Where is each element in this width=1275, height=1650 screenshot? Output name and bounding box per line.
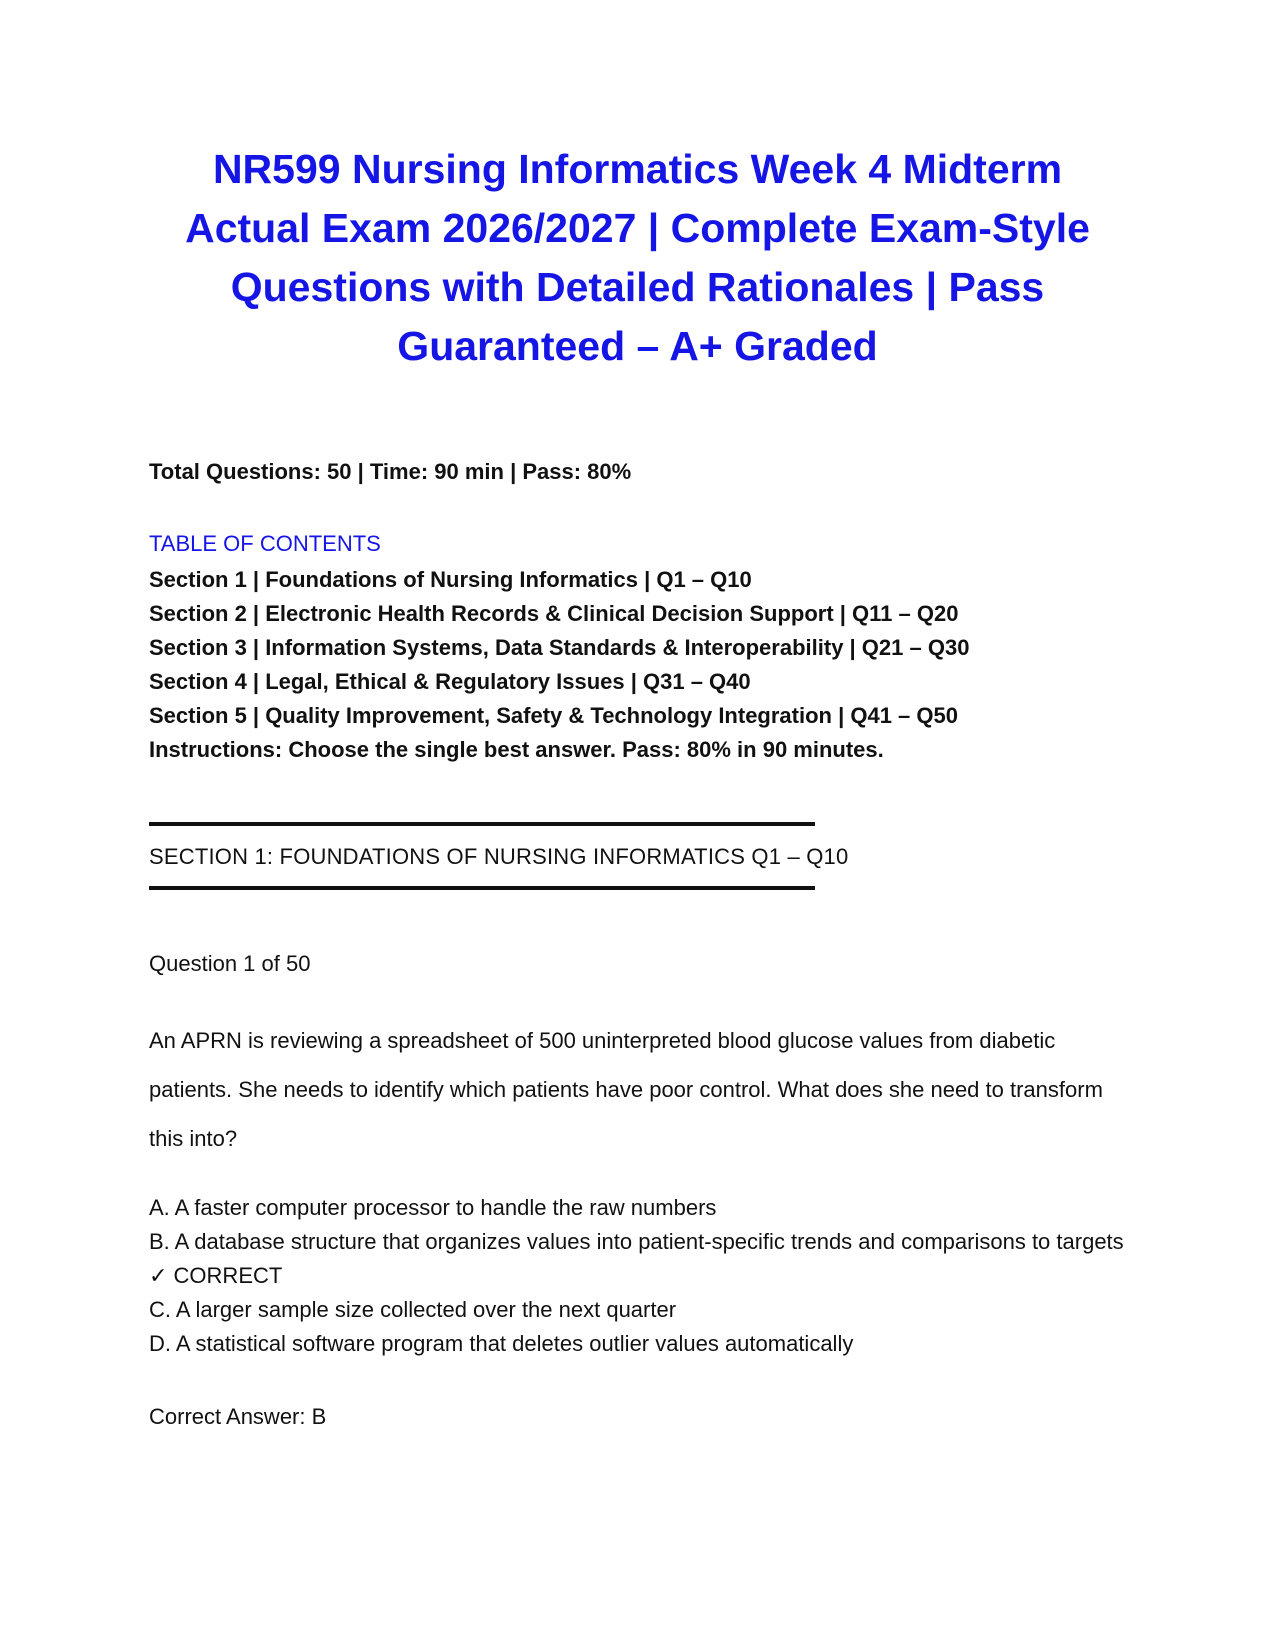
toc-item-section-4: Section 4 | Legal, Ethical & Regulatory Issues | Q31 – Q40: [149, 669, 751, 694]
toc-instructions: Instructions: Choose the single best answer. Pass: 80% in 90 minutes.: [149, 737, 884, 762]
correct-answer: Correct Answer: B: [149, 1404, 327, 1429]
title-line: Guaranteed – A+ Graded: [397, 323, 878, 369]
section-header: SECTION 1: FOUNDATIONS OF NURSING INFORMATICS Q1 – Q10: [149, 844, 849, 869]
answer-option-c: C. A larger sample size collected over the next quarter: [149, 1297, 677, 1322]
toc-heading: TABLE OF CONTENTS: [149, 531, 381, 556]
title-line: Actual Exam 2026/2027 | Complete Exam-Style: [185, 205, 1090, 251]
answer-option-a: A. A faster computer processor to handle the raw numbers: [149, 1195, 717, 1220]
title-line: NR599 Nursing Informatics Week 4 Midterm: [212, 146, 1063, 192]
document-title: [120, 140, 1155, 376]
exam-summary: Total Questions: 50 | Time: 90 min | Pass: 80%: [149, 459, 632, 484]
answer-option-d: D. A statistical software program that deletes outlier values automatically: [149, 1331, 854, 1356]
section-divider-bottom: [149, 886, 815, 890]
answer-options: [149, 1191, 1134, 1361]
question-stem: An APRN is reviewing a spreadsheet of 500 uninterpreted blood glucose values from diabetic patients. She needs to identify which patients have poor control. What does she need to transform this into?: [149, 1028, 1103, 1151]
toc-item-section-2: Section 2 | Electronic Health Records & Clinical Decision Support | Q11 – Q20: [149, 601, 959, 626]
toc-list: [149, 563, 969, 767]
toc-item-section-3: Section 3 | Information Systems, Data Standards & Interoperability | Q21 – Q30: [149, 635, 970, 660]
answer-option-b: B. A database structure that organizes values into patient-specific trends and comparisons to targets ✓ CORRECT: [149, 1229, 1124, 1288]
question-number: Question 1 of 50: [149, 951, 311, 976]
toc-item-section-5: Section 5 | Quality Improvement, Safety & Technology Integration | Q41 – Q50: [149, 703, 958, 728]
section-divider-top: [149, 822, 815, 826]
toc-item-section-1: Section 1 | Foundations of Nursing Informatics | Q1 – Q10: [149, 567, 752, 592]
title-line: Questions with Detailed Rationales | Pass: [230, 264, 1045, 310]
